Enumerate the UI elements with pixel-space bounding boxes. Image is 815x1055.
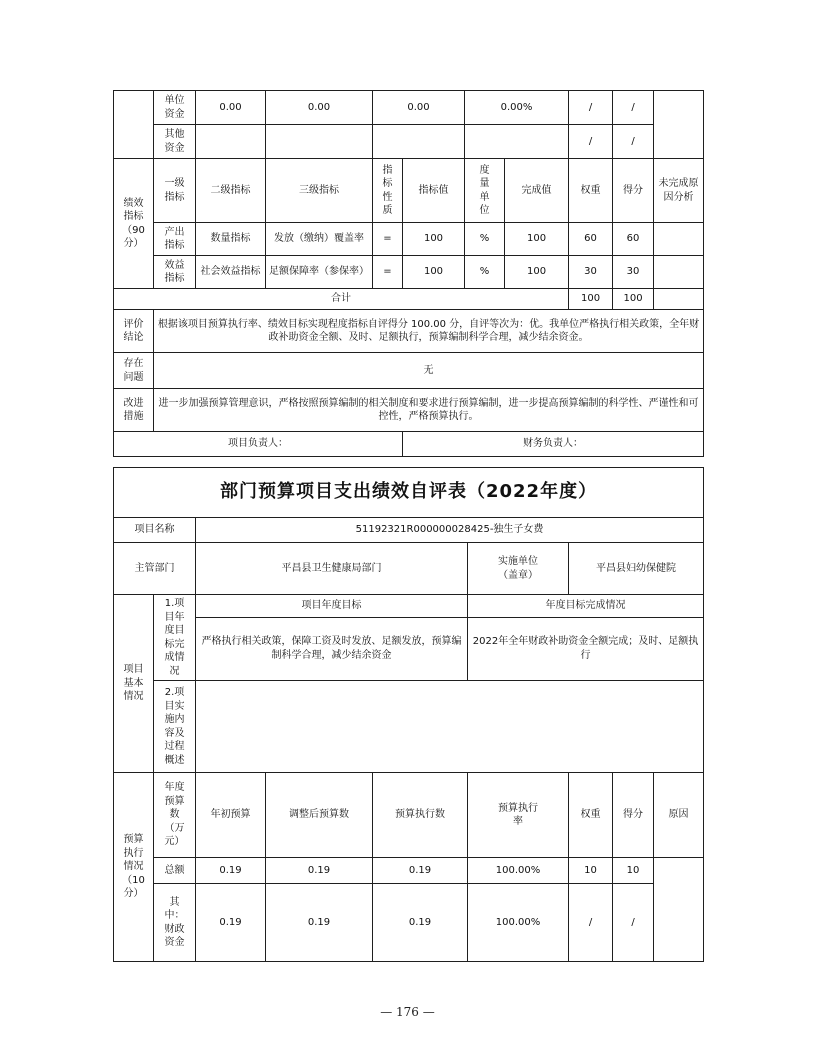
project-name-label: 项目名称 (114, 518, 196, 543)
perf-section-label-text: 绩效指标（90分） (122, 197, 145, 249)
perf-header-row (114, 159, 704, 223)
completed-cell: 100 (505, 223, 569, 256)
conclusion-row (114, 310, 704, 353)
goal-result-text: 2022年全年财政补助资金全额完成；及时、足额执行 (468, 617, 704, 680)
header-reason: 原因 (654, 773, 704, 858)
basic-section-label-text: 项目基本情况 (123, 664, 144, 703)
self-evaluation-table-2022 (113, 467, 704, 962)
weight-cell: / (569, 125, 613, 159)
header-completed: 完成值 (505, 159, 569, 223)
executed-budget-cell: 0.00 (373, 91, 465, 125)
header-weight: 权重 (569, 159, 613, 223)
goal-row-label-text: 1.项目年度目标完成情况 (164, 598, 185, 677)
reason-cell (654, 858, 704, 962)
level1-cell (154, 223, 196, 256)
adjusted-budget-cell (266, 125, 373, 159)
budget-header-row (114, 773, 704, 858)
adjusted-budget-cell: 0.00 (266, 91, 373, 125)
header-annual-budget-text: 年度预算数（万元） (164, 782, 185, 848)
perf-section-label (114, 159, 154, 289)
level2-cell: 社会效益指标 (196, 256, 266, 289)
header-reason: 未完成原因分析 (654, 159, 704, 223)
total-label-cell: 合计 (114, 289, 569, 310)
page-number: — 176 — (380, 1005, 435, 1019)
header-level3: 三级指标 (266, 159, 373, 223)
executed-budget-cell: 0.19 (373, 884, 468, 962)
header-score: 得分 (613, 773, 654, 858)
weight-cell: / (569, 884, 613, 962)
problems-row (114, 353, 704, 389)
initial-budget-cell (196, 125, 266, 159)
budget-row-label-text: 其中：财政资金 (164, 896, 185, 948)
unit-cell: % (465, 223, 505, 256)
header-nature (373, 159, 403, 223)
improvement-label-text: 改进措施 (123, 397, 144, 422)
header-nature-text: 指标性质 (382, 164, 393, 216)
nature-cell: = (373, 223, 403, 256)
finance-lead-signature: 财务负责人： (403, 432, 704, 457)
header-level1-text: 一级指标 (164, 178, 185, 203)
perf-row-output (114, 223, 704, 256)
implementing-unit-label (468, 543, 569, 595)
annual-goal-text: 严格执行相关政策，保障工资及时发放、足额发放，预算编制科学合理，减少结余资金 (196, 617, 468, 680)
score-cell: / (613, 884, 654, 962)
department-row (114, 543, 704, 595)
perf-row-benefit (114, 256, 704, 289)
department-value: 平昌县卫生健康局部门 (196, 543, 468, 595)
process-row-label-text: 2.项目实施内容及过程概述 (164, 687, 185, 766)
basic-section-label (114, 595, 154, 773)
total-weight-cell: 100 (569, 289, 613, 310)
header-annual-budget (154, 773, 196, 858)
budget-row-label (154, 884, 196, 962)
goal-result-header: 年度目标完成情况 (468, 595, 704, 618)
completed-cell: 100 (505, 256, 569, 289)
executed-budget-cell (373, 125, 465, 159)
header-adjusted-budget: 调整后预算数 (266, 773, 373, 858)
level2-cell: 数量指标 (196, 223, 266, 256)
score-cell: 30 (613, 256, 654, 289)
budget-row-label: 总额 (154, 858, 196, 884)
empty-section-cell (114, 91, 154, 159)
value-cell: 100 (403, 223, 465, 256)
level3-cell: 足额保障率（参保率） (266, 256, 373, 289)
table-title: 部门预算项目支出绩效自评表（2022年度） (114, 468, 704, 518)
improvement-row (114, 389, 704, 432)
header-level1 (154, 159, 196, 223)
goal-header-row (114, 595, 704, 618)
total-reason-cell (654, 289, 704, 310)
perf-total-row (114, 289, 704, 310)
funding-row-unit (114, 91, 704, 125)
value-cell: 100 (403, 256, 465, 289)
reason-cell (654, 256, 704, 289)
level1-text: 效益指标 (164, 259, 185, 284)
score-cell: / (613, 91, 654, 125)
header-execution-rate (468, 773, 569, 858)
annual-goal-header: 项目年度目标 (196, 595, 468, 618)
implementing-unit-label-text: 实施单位（盖章） (498, 556, 538, 581)
reason-cell (654, 91, 704, 159)
executed-budget-cell: 0.19 (373, 858, 468, 884)
score-cell: 10 (613, 858, 654, 884)
funding-row-label (154, 91, 196, 125)
problems-label (114, 353, 154, 389)
improvement-label (114, 389, 154, 432)
level1-cell (154, 256, 196, 289)
problems-label-text: 存在问题 (123, 358, 144, 383)
execution-rate-cell: 0.00% (465, 91, 569, 125)
header-executed-budget: 预算执行数 (373, 773, 468, 858)
header-weight: 权重 (569, 773, 613, 858)
execution-rate-cell: 100.00% (468, 858, 569, 884)
performance-evaluation-table-continued (113, 90, 704, 457)
signature-row (114, 432, 704, 457)
problems-text: 无 (154, 353, 704, 389)
score-cell: 60 (613, 223, 654, 256)
budget-row-fiscal (114, 884, 704, 962)
nature-cell: = (373, 256, 403, 289)
header-unit (465, 159, 505, 223)
improvement-text: 进一步加强预算管理意识，严格按照预算编制的相关制度和要求进行预算编制，进一步提高预算编制的科学性、严谨性和可控性，严格预算执行。 (154, 389, 704, 432)
funding-row-label-text: 单位资金 (164, 95, 185, 120)
process-row (114, 681, 704, 773)
header-score: 得分 (613, 159, 654, 223)
weight-cell: / (569, 91, 613, 125)
header-value: 指标值 (403, 159, 465, 223)
score-cell: / (613, 125, 654, 159)
header-level2: 二级指标 (196, 159, 266, 223)
budget-section-label (114, 773, 154, 962)
goal-row-label (154, 595, 196, 681)
weight-cell: 10 (569, 858, 613, 884)
level1-text: 产出指标 (164, 226, 185, 251)
adjusted-budget-cell: 0.19 (266, 884, 373, 962)
execution-rate-cell: 100.00% (468, 884, 569, 962)
funding-row-label (154, 125, 196, 159)
header-unit-text: 度量单位 (479, 164, 490, 216)
project-lead-signature: 项目负责人： (114, 432, 403, 457)
budget-row-total (114, 858, 704, 884)
conclusion-label-text: 评价结论 (123, 318, 144, 343)
conclusion-label (114, 310, 154, 353)
unit-cell: % (465, 256, 505, 289)
weight-cell: 60 (569, 223, 613, 256)
table-title-row (114, 468, 704, 518)
department-label: 主管部门 (114, 543, 196, 595)
project-name-value: 51192321R000000028425-独生子女费 (196, 518, 704, 543)
level3-cell: 发放（缴纳）覆盖率 (266, 223, 373, 256)
process-text (196, 681, 704, 773)
conclusion-text: 根据该项目预算执行率、绩效目标实现程度指标自评得分 100.00 分，自评等次为：优。我单位严格执行相关政策，全年财政补助资金全额、及时、足额执行，预算编制科学合理，减少结余资金。 (154, 310, 704, 353)
total-score-cell: 100 (613, 289, 654, 310)
funding-row-label-text: 其他资金 (164, 129, 185, 154)
weight-cell: 30 (569, 256, 613, 289)
goal-content-row (114, 617, 704, 680)
process-row-label (154, 681, 196, 773)
reason-cell (654, 223, 704, 256)
initial-budget-cell: 0.00 (196, 91, 266, 125)
initial-budget-cell: 0.19 (196, 858, 266, 884)
project-name-row (114, 518, 704, 543)
execution-rate-cell (465, 125, 569, 159)
implementing-unit-value: 平昌县妇幼保健院 (569, 543, 704, 595)
funding-row-other (114, 125, 704, 159)
initial-budget-cell: 0.19 (196, 884, 266, 962)
budget-section-label-text: 预算执行情况（10分） (122, 834, 145, 900)
header-initial-budget: 年初预算 (196, 773, 266, 858)
header-execution-rate-text: 预算执行率 (498, 802, 538, 827)
adjusted-budget-cell: 0.19 (266, 858, 373, 884)
